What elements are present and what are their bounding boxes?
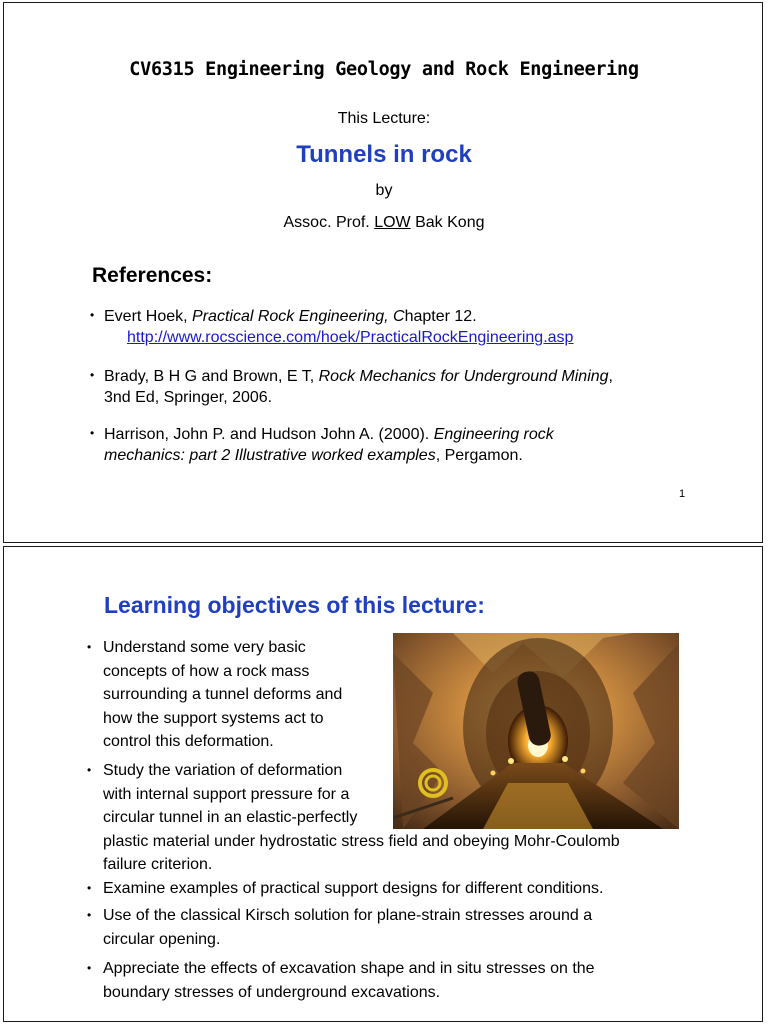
- objective-line: Use of the classical Kirsch solution for plane-strain stresses around a: [103, 907, 593, 924]
- objective-item: [87, 904, 593, 951]
- bullet-icon: •: [87, 908, 92, 922]
- bullet-icon: •: [90, 368, 95, 382]
- ref-title-cont: mechanics: part 2 Illustrative worked examples: [104, 447, 436, 464]
- objective-line: plastic material under hydrostatic stress field and obeying Mohr-Coulomb: [103, 832, 620, 850]
- objective-line: concepts of how a rock mass: [103, 662, 310, 680]
- reference-item: [90, 305, 710, 348]
- bullet-icon: •: [87, 640, 92, 654]
- ref-author: Harrison, John P. and Hudson John A. (2000).: [104, 426, 430, 443]
- bullet-icon: •: [90, 308, 95, 322]
- ref-title: Rock Mechanics for Underground Mining: [318, 368, 609, 385]
- bullet-icon: •: [87, 881, 92, 895]
- objective-item: [87, 759, 620, 877]
- author-given: Bak Kong: [415, 214, 485, 231]
- ref-title: Engineering rock: [433, 426, 554, 443]
- bullet-icon: •: [87, 763, 92, 777]
- objective-line: with internal support pressure for a: [103, 785, 350, 803]
- bullet-icon: •: [90, 426, 95, 440]
- by-label: by: [375, 182, 393, 199]
- ref-title: Practical Rock Engineering, C: [192, 308, 405, 325]
- references-heading: References:: [92, 264, 213, 287]
- objective-line: Study the variation of deformation: [103, 762, 343, 779]
- author-surname: LOW: [374, 214, 411, 231]
- author-prefix: Assoc. Prof.: [283, 214, 370, 231]
- objective-line: boundary stresses of underground excavations.: [103, 983, 441, 1001]
- objective-item: [87, 877, 604, 901]
- objective-item: [87, 636, 343, 754]
- ref-author: Brady, B H G and Brown, E T,: [104, 368, 315, 385]
- page-number: 1: [679, 488, 686, 500]
- reference-item: [90, 365, 710, 408]
- course-title: CV6315 Engineering Geology and Rock Engineering: [129, 59, 639, 80]
- slide-1: [3, 2, 763, 543]
- objective-line: circular opening.: [103, 930, 221, 948]
- objective-line: Understand some very basic: [103, 639, 306, 656]
- objective-line: circular tunnel in an elastic-perfectly: [103, 809, 358, 826]
- objective-line: surrounding a tunnel deforms and: [103, 686, 343, 703]
- ref-rest: ,: [608, 368, 613, 385]
- reference-item: [90, 423, 710, 466]
- lecture-title: Tunnels in rock: [296, 141, 472, 168]
- objective-line: how the support systems act to: [103, 709, 324, 727]
- objective-line: control this deformation.: [103, 733, 274, 750]
- objectives-title: Learning objectives of this lecture:: [104, 592, 485, 618]
- ref-rest: hapter 12.: [404, 308, 477, 325]
- objective-item: [87, 957, 595, 1004]
- ref-edition: 3nd Ed, Springer, 2006.: [104, 389, 273, 406]
- objective-line: failure criterion.: [103, 856, 213, 873]
- bullet-icon: •: [87, 961, 92, 975]
- this-lecture-label: This Lecture:: [337, 110, 431, 127]
- ref-rest: , Pergamon.: [435, 447, 523, 464]
- objective-line: Appreciate the effects of excavation shape and in situ stresses on the: [103, 960, 595, 977]
- ref-link[interactable]: http://www.rocscience.com/hoek/PracticalRockEngineering.asp: [127, 329, 574, 346]
- author-line: [4, 214, 764, 232]
- ref-author: Evert Hoek,: [104, 308, 188, 325]
- objective-line: Examine examples of practical support designs for different conditions.: [103, 880, 604, 897]
